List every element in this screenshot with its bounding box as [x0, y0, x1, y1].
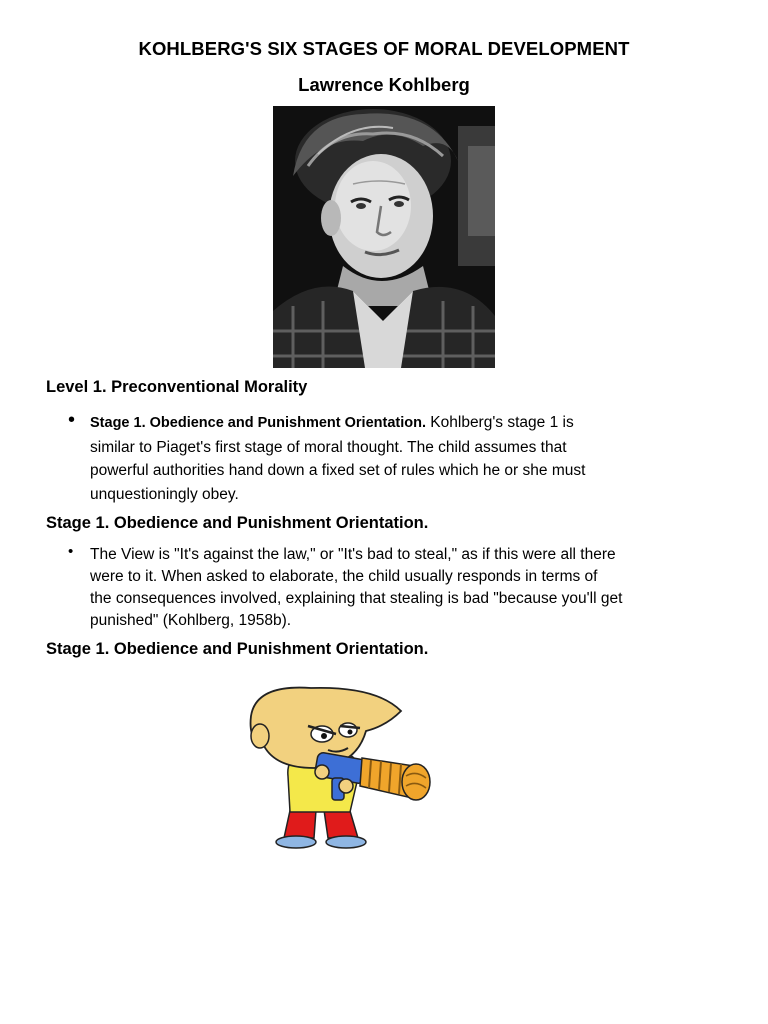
portrait-photo	[273, 106, 495, 368]
paragraph-line: similar to Piaget's first stage of moral thought. The child assumes that	[90, 438, 567, 456]
stage-1-lead: Stage 1. Obedience and Punishment Orientation.	[90, 415, 426, 431]
paragraph-line: the consequences involved, explaining that stealing is bad "because you'll get	[90, 590, 623, 607]
paragraph-line: unquestioningly obey.	[90, 485, 239, 503]
document-subtitle: Lawrence Kohlberg	[298, 74, 470, 95]
paragraph-line: punished" (Kohlberg, 1958b).	[90, 612, 292, 629]
stage-1-paragraph	[90, 411, 730, 506]
bullet-icon: •	[68, 543, 74, 560]
stage-1-heading-repeat: Stage 1. Obedience and Punishment Orientation.	[46, 640, 429, 658]
paragraph-line: were to it. When asked to elaborate, the child usually responds in terms of	[90, 568, 598, 585]
paragraph-line: The View is "It's against the law," or "It's bad to steal," as if this were all there	[90, 546, 616, 563]
bullet-icon: •	[68, 409, 76, 431]
paragraph-line: powerful authorities hand down a fixed set of rules which he or she must	[90, 462, 586, 479]
paragraph-line: Kohlberg's stage 1 is	[430, 414, 574, 431]
stage-1-heading: Stage 1. Obedience and Punishment Orientation.	[46, 514, 429, 532]
level-1-heading: Level 1. Preconventional Morality	[46, 378, 308, 396]
document-title: KOHLBERG'S SIX STAGES OF MORAL DEVELOPMENT	[138, 38, 630, 59]
cartoon-illustration	[236, 686, 436, 866]
stage-1-view-paragraph	[90, 544, 730, 632]
